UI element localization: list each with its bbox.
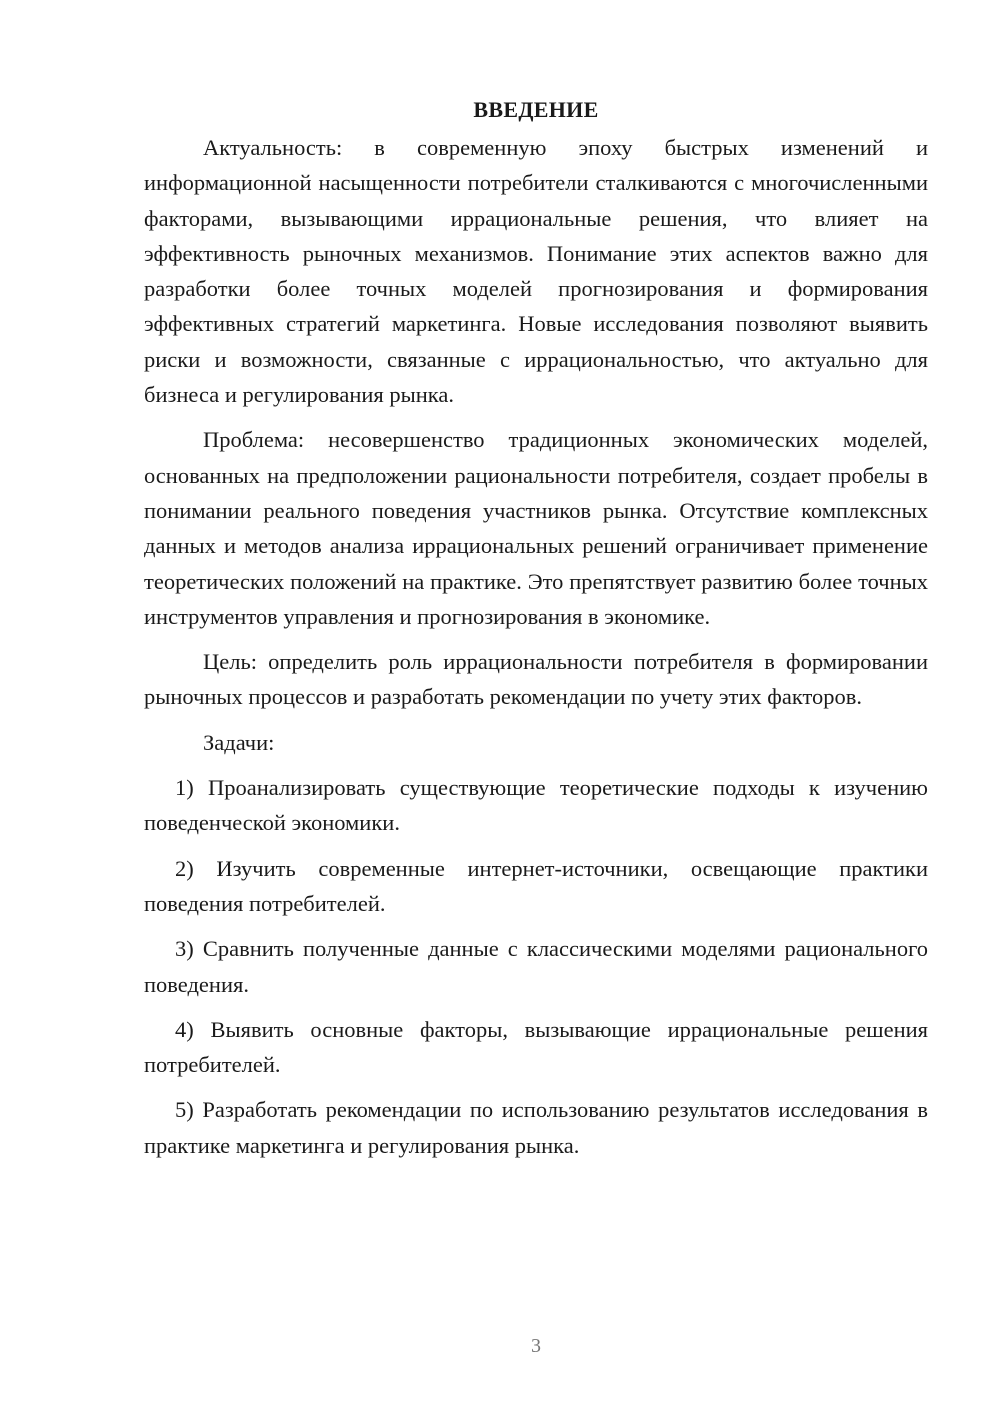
task-item-3 <box>144 931 928 1002</box>
task-number: 4) <box>175 1016 194 1042</box>
page-content <box>144 92 928 1173</box>
task-number: 5) <box>175 1097 194 1123</box>
task-text: Сравнить полученные данные с классическими моделями рационального поведения. <box>144 936 928 997</box>
task-number: 1) <box>175 775 194 801</box>
task-number: 3) <box>175 936 194 962</box>
task-number: 2) <box>175 855 194 881</box>
task-item-1 <box>144 770 928 841</box>
task-text: Разработать рекомендации по использованию результатов исследования в практике маркетинга и регулирования рынка. <box>144 1097 929 1158</box>
tasks-label: Задачи: <box>203 729 275 755</box>
task-item-2 <box>144 851 928 922</box>
paragraph-relevance: Актуальность: в современную эпоху быстрых изменений и информационной насыщенности потребители сталкиваются с многочисленными факторами, вызывающими иррациональные решения, что влияет на эффективность рыночных механизмов. Понимание этих аспектов важно для разработки более точных моделей прогнозирования и формирования эффективных стратегий маркетинга. Новые исследования позволяют выявить риски и возможности, связанные с иррациональностью, что актуально для бизнеса и регулирования рынка. <box>144 135 928 408</box>
task-text: Выявить основные факторы, вызывающие иррациональные решения потребителей. <box>144 1016 928 1078</box>
page-number: 3 <box>531 1335 541 1357</box>
paragraph-problem: Проблема: несовершенство традиционных экономических моделей, основанных на предположении рациональности потребителя, создает пробелы в понимании реального поведения участников рынка. Отсутствие комплексных данных и методов анализа иррациональных решений ограничивает применение теоретических положений на практике. Это препятствует развитию более точных инструментов управления и прогнозирования в экономике. <box>144 427 928 629</box>
task-text: Проанализировать существующие теоретические подходы к изучению поведенческой экономики. <box>144 775 928 836</box>
section-title: ВВЕДЕНИЕ <box>473 97 599 122</box>
task-item-4 <box>144 1012 928 1083</box>
paragraph-goal: Цель: определить роль иррациональности потребителя в формировании рыночных процессов и разработать рекомендации по учету этих факторов. <box>144 649 928 710</box>
task-item-5 <box>144 1092 928 1163</box>
task-text: Изучить современные интернет-источники, освещающие практики поведения потребителей. <box>144 855 928 916</box>
